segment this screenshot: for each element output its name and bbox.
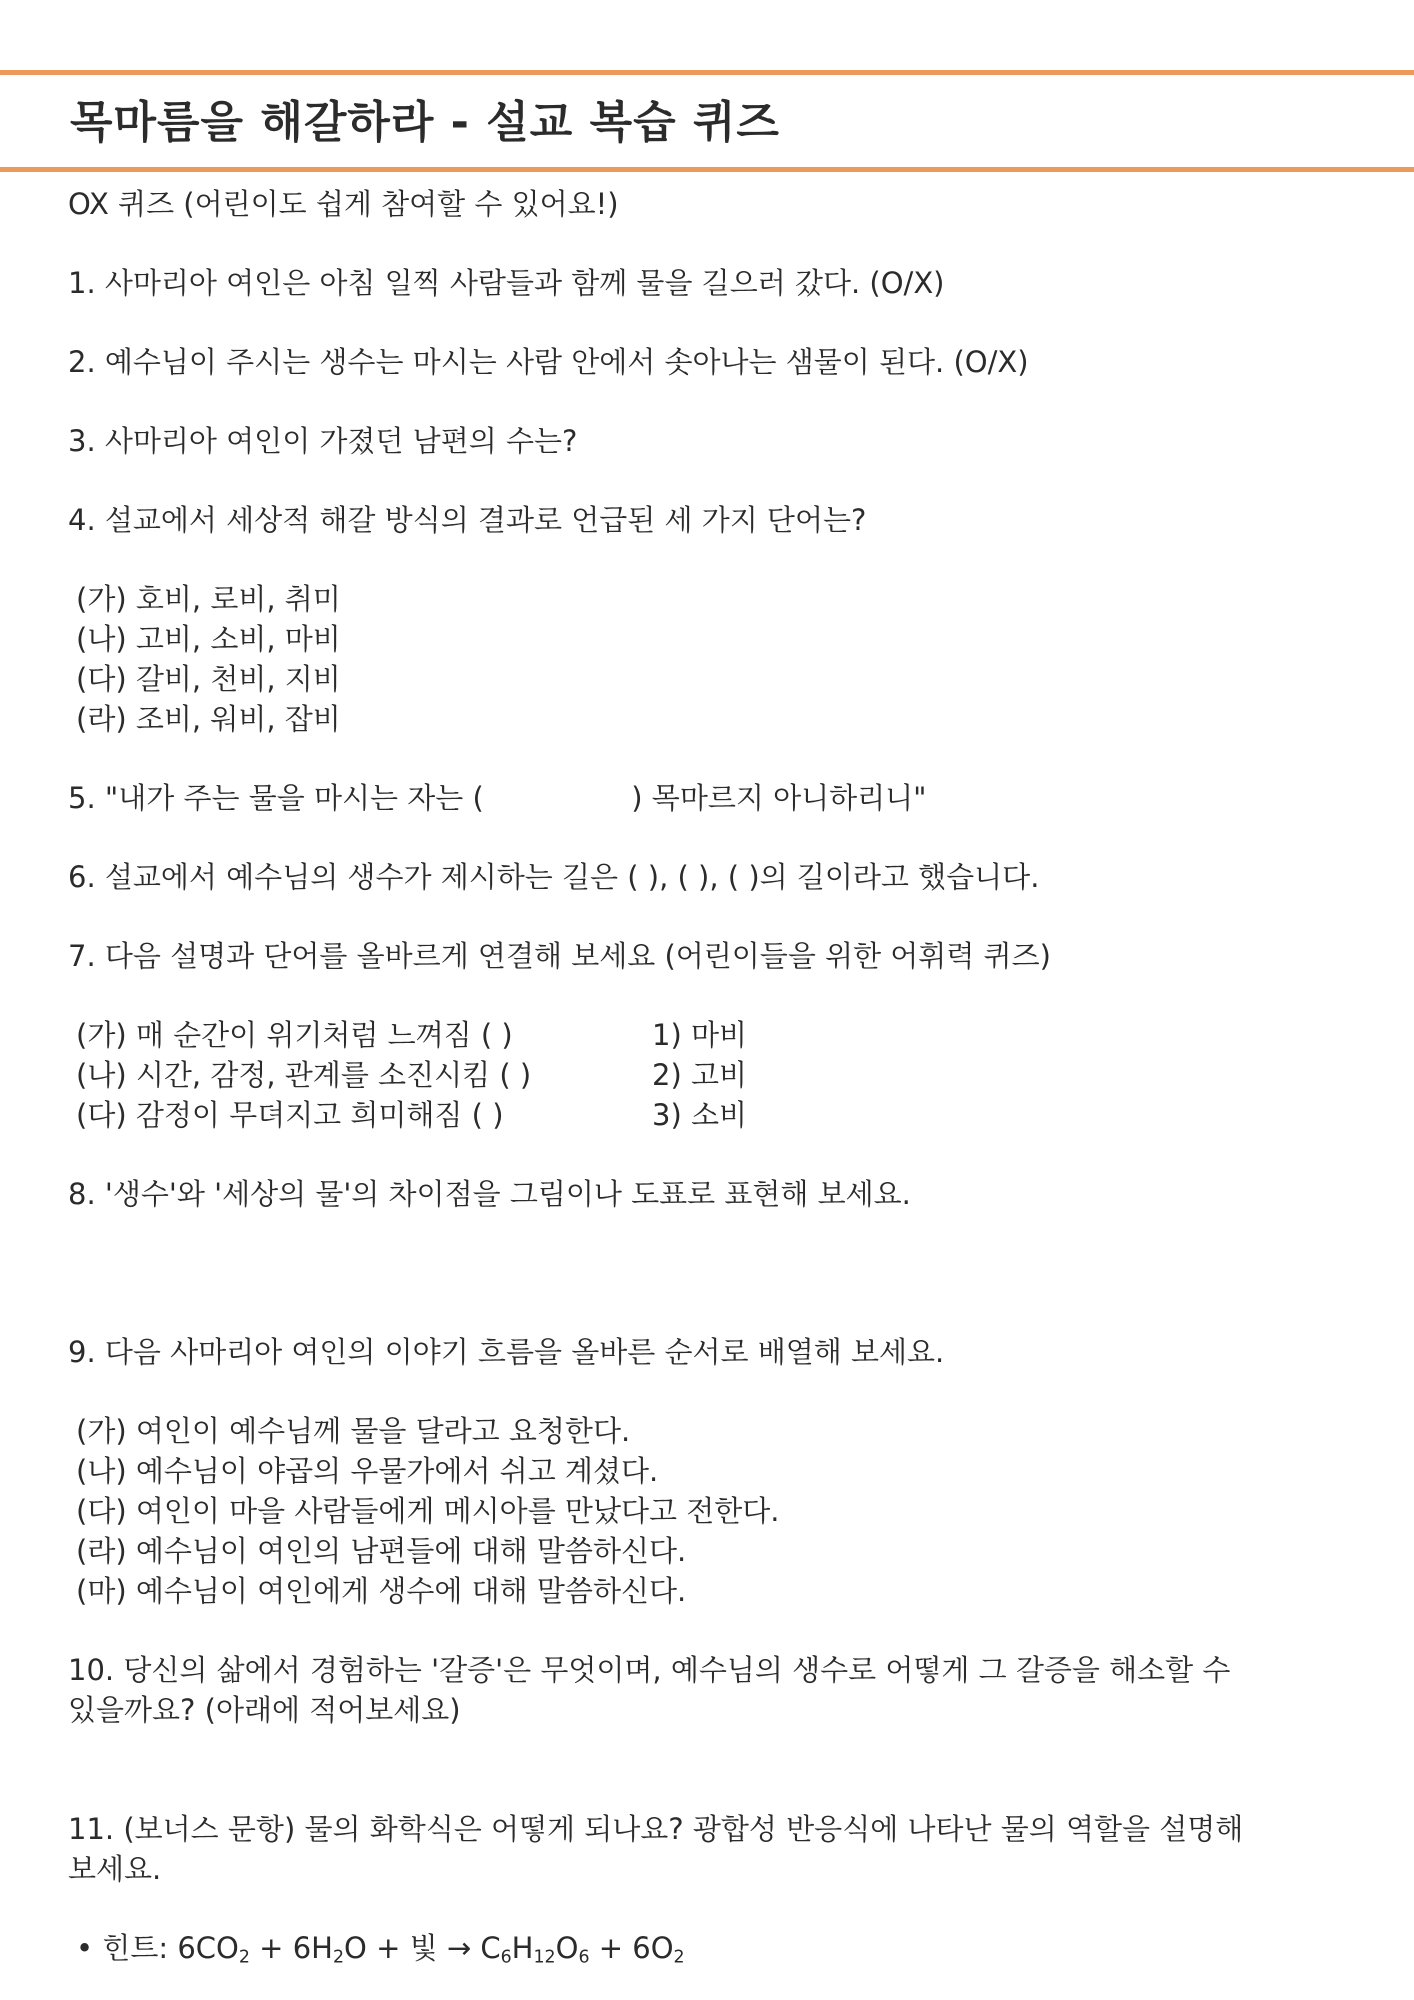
title-divider — [0, 167, 1414, 172]
question-7-match-row — [68, 1015, 1338, 1055]
question-3: 3. 사마리아 여인이 가졌던 남편의 수는? — [68, 424, 578, 458]
top-accent-rule — [0, 70, 1414, 75]
question-7-description: (다) 감정이 무뎌지고 희미해짐 ( ) — [76, 1098, 504, 1132]
question-9-option: (나) 예수님이 야곱의 우물가에서 쉬고 계셨다. — [76, 1454, 659, 1488]
question-9: 9. 다음 사마리아 여인의 이야기 흐름을 올바른 순서로 배열해 보세요. — [68, 1335, 945, 1369]
question-4-option: (나) 고비, 소비, 마비 — [76, 622, 341, 656]
photosynthesis-hint — [68, 1928, 1338, 1968]
question-4-option: (라) 조비, 워비, 잡비 — [76, 702, 341, 736]
question-6: 6. 설교에서 예수님의 생수가 제시하는 길은 ( ), ( ), ( )의 길이라고 했습니다. — [68, 860, 1040, 894]
question-11-line-1: 11. (보너스 문항) 물의 화학식은 어떻게 되나요? 광합성 반응식에 나타난 물의 역할을 설명해 — [68, 1812, 1244, 1846]
question-7-description: (가) 매 순간이 위기처럼 느껴짐 ( ) — [76, 1018, 513, 1052]
question-5: 5. "내가 주는 물을 마시는 자는 ( ) 목마르지 아니하리니" — [68, 781, 927, 815]
quiz-body — [68, 184, 1338, 1968]
question-7-word: 1) 마비 — [652, 1018, 748, 1052]
answer-space — [68, 1730, 1338, 1809]
question-4-option: (다) 갈비, 천비, 지비 — [76, 662, 341, 696]
question-2: 2. 예수님이 주시는 생수는 마시는 사람 안에서 솟아나는 샘물이 된다. (O/X) — [68, 345, 1029, 379]
question-9-option: (라) 예수님이 여인의 남편들에 대해 말씀하신다. — [76, 1534, 687, 1568]
question-1: 1. 사마리아 여인은 아침 일찍 사람들과 함께 물을 길으러 갔다. (O/X) — [68, 266, 945, 300]
question-8: 8. '생수'와 '세상의 물'의 차이점을 그림이나 도표로 표현해 보세요. — [68, 1177, 911, 1211]
question-4-option: (가) 호비, 로비, 취미 — [76, 582, 341, 616]
question-11-line-2: 보세요. — [68, 1852, 162, 1886]
question-7-description: (나) 시간, 감정, 관계를 소진시킴 ( ) — [76, 1058, 532, 1092]
question-9-option: (다) 여인이 마을 사람들에게 메시아를 만났다고 전한다. — [76, 1494, 780, 1528]
question-7-word: 2) 고비 — [652, 1058, 748, 1092]
quiz-intro: OX 퀴즈 (어린이도 쉽게 참여할 수 있어요!) — [68, 187, 619, 221]
question-9-option: (가) 여인이 예수님께 물을 달라고 요청한다. — [76, 1414, 631, 1448]
question-9-option: (마) 예수님이 여인에게 생수에 대해 말씀하신다. — [76, 1574, 687, 1608]
hint-label: • 힌트: — [76, 1931, 178, 1965]
question-7-match-row — [68, 1095, 1338, 1135]
question-7-match-row — [68, 1055, 1338, 1095]
drawing-space — [68, 1214, 1338, 1293]
question-7: 7. 다음 설명과 단어를 올바르게 연결해 보세요 (어린이들을 위한 어휘력 퀴즈) — [68, 939, 1051, 973]
question-10-line-1: 10. 당신의 삶에서 경험하는 '갈증'은 무엇이며, 예수님의 생수로 어떻게 그 갈증을 해소할 수 — [68, 1653, 1231, 1687]
question-10-line-2: 있을까요? (아래에 적어보세요) — [68, 1693, 461, 1727]
page-title: 목마름을 해갈하라 - 설교 복습 퀴즈 — [70, 97, 780, 148]
question-7-word: 3) 소비 — [652, 1098, 748, 1132]
question-4: 4. 설교에서 세상적 해갈 방식의 결과로 언급된 세 가지 단어는? — [68, 503, 867, 537]
hint-equation: $6CO_2 + 6H_2O$ + 빛 → $C_6H_{12}O_6 + 6O_2$ — [177, 1931, 685, 1968]
